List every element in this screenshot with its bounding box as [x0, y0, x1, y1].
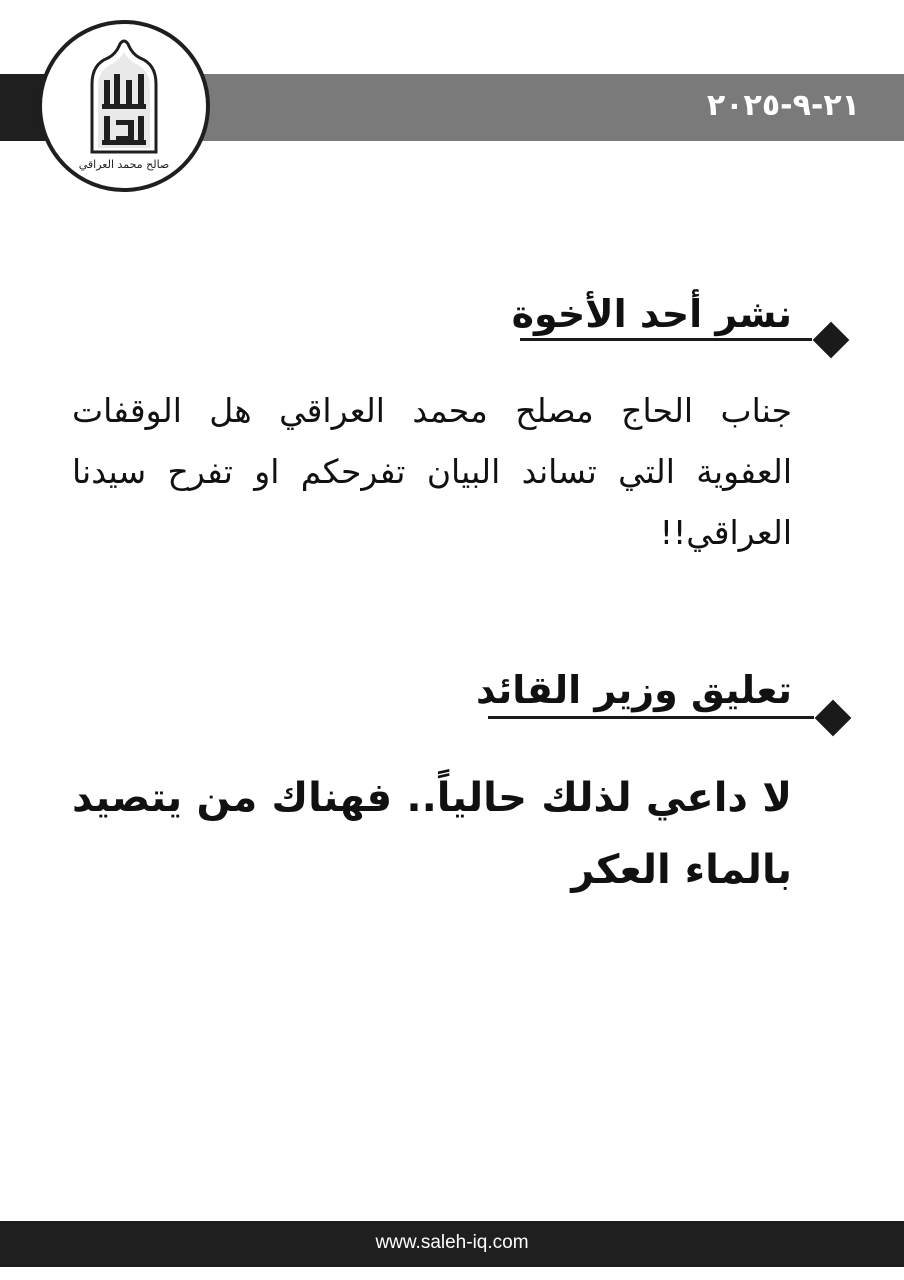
reply-title-diamond-icon [815, 700, 852, 737]
reply-title: تعليق وزير القائد [476, 668, 792, 712]
reply-text: لا داعي لذلك حالياً.. فهناك من يتصيد بالماء العكر [72, 775, 792, 893]
footer-url: www.saleh-iq.com [375, 1232, 529, 1253]
post-title: نشر أحد الأخوة [511, 292, 792, 336]
post-title-underline [520, 338, 812, 341]
logo-caption: صالح محمد العراقي [78, 158, 170, 171]
post-title-diamond-icon [813, 322, 850, 359]
reply-title-underline [488, 716, 814, 719]
post-text: جناب الحاج مصلح محمد العراقي هل الوقفات العفوية التي تساند البيان تفرحكم او تفرح سيدنا العراقي!! [72, 391, 792, 552]
post-date: ٢١-٩-٢٠٢٥ [706, 88, 860, 123]
logo [38, 20, 210, 192]
